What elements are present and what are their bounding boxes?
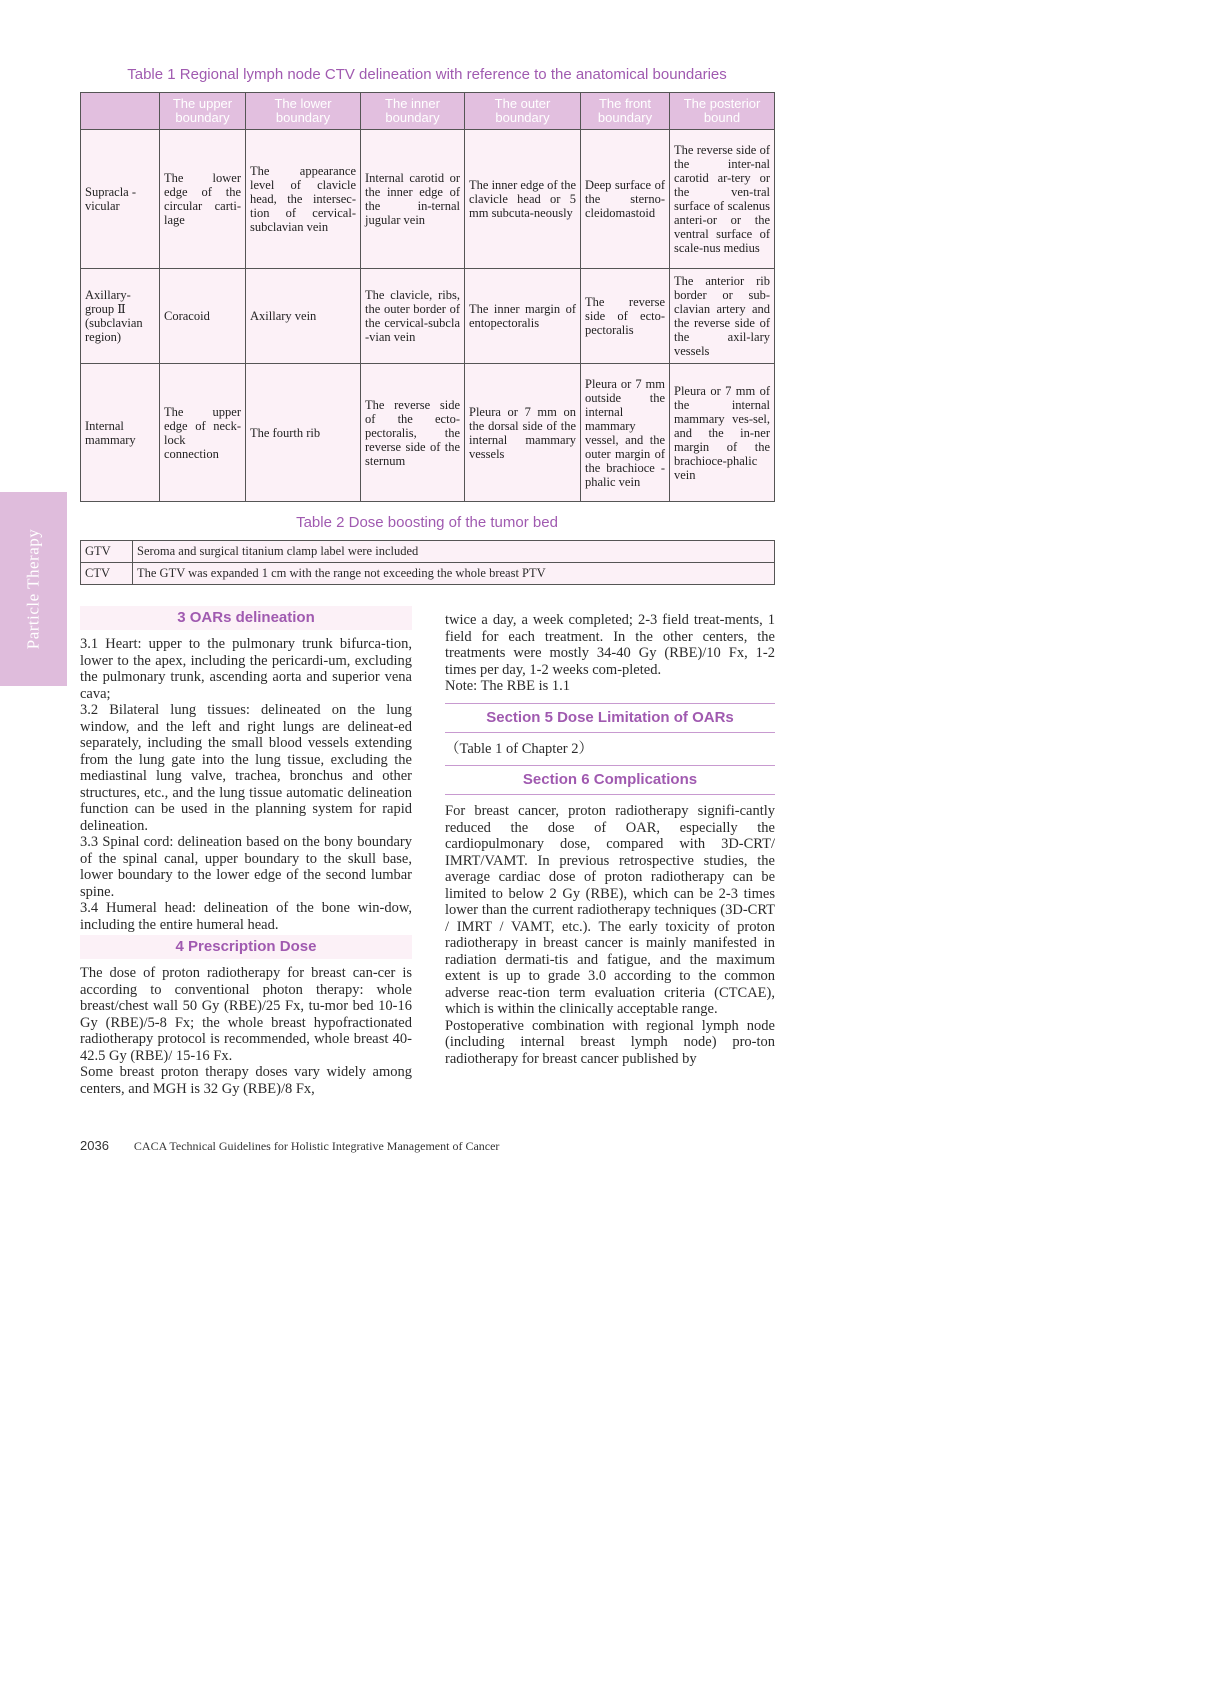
table-cell: Seroma and surgical titanium clamp label were included (133, 541, 775, 563)
paragraph: 3.4 Humeral head: delineation of the bone win-dow, including the entire humeral head. (80, 900, 412, 933)
paragraph: For breast cancer, proton radiotherapy signifi-cantly reduced the dose of OAR, especially the cardiopulmonary dose, compared with 3D-CRT/ IMRT/VAMT. In previous retrospective studies, the average cardiac dose of proton radiotherapy can be limited to below 2 Gy (RBE), which can be 2-3 times lower than the current radiotherapy techniques (3D-CRT / IMRT / VAMT, etc.). The early toxicity of proton radiotherapy in breast cancer is mainly manifested in radiation dermati-tis and fatigue, and the maximum extent is up to grade 3.0 according to the common adverse reac-tion term evaluation criteria (CTCAE), which is within the clinically acceptable range. (445, 803, 775, 1017)
table-cell: The anterior rib border or sub-clavian artery and the reverse side of the axil-lary vessels (670, 269, 775, 364)
table-cell: Pleura or 7 mm outside the internal mammary vessel, and the outer margin of the brachioce - phalic vein (581, 364, 670, 502)
table1-header-cell: The upper boundary (160, 93, 246, 130)
left-column (80, 604, 412, 1097)
table1-header-cell: The outer boundary (465, 93, 581, 130)
table-cell: Deep surface of the sterno-cleidomastoid (581, 130, 670, 269)
paragraph: Some breast proton therapy doses vary widely among centers, and MGH is 32 Gy (RBE)/8 Fx, (80, 1064, 412, 1097)
section-heading-oars: 3 OARs delineation (80, 606, 412, 630)
table-cell: The fourth rib (246, 364, 361, 502)
paragraph: 3.3 Spinal cord: delineation based on the bony boundary of the spinal canal, upper boundary to the skull base, lower boundary to the lower edge of the second lumbar spine. (80, 834, 412, 900)
side-tab-label: Particle Therapy (23, 528, 43, 650)
table-cell: Axillary vein (246, 269, 361, 364)
table1-header-cell: The posterior bound (670, 93, 775, 130)
table-cell: Internal carotid or the inner edge of the in-ternal jugular vein (361, 130, 465, 269)
table-row (81, 130, 775, 269)
table-cell: Supracla - vicular (81, 130, 160, 269)
table-cell: The GTV was expanded 1 cm with the range not exceeding the whole breast PTV (133, 563, 775, 585)
paragraph: 3.1 Heart: upper to the pulmonary trunk bifurca-tion, lower to the apex, including the pericardi-um, excluding the pulmonary trunk, ascending aorta and superior vena cava; (80, 636, 412, 702)
page-number: 2036 (80, 1138, 109, 1153)
table-row (81, 563, 775, 585)
table-row (81, 364, 775, 502)
table-cell: The reverse side of the inter-nal carotid ar-tery or the ven-tral surface of scalenus anteri-or or the ventral surface of scale-nus medius (670, 130, 775, 269)
table-cell: The appearance level of clavicle head, the intersec-tion of cervical-subclavian vein (246, 130, 361, 269)
table-cell: The lower edge of the circular carti-lage (160, 130, 246, 269)
table-cell: The inner margin of entopectoralis (465, 269, 581, 364)
table-row (81, 541, 775, 563)
table1-caption: Table 1 Regional lymph node CTV delineation with reference to the anatomical boundaries (127, 66, 727, 83)
table2 (80, 540, 775, 585)
paragraph: The dose of proton radiotherapy for breast can-cer is according to conventional photon therapy: whole breast/chest wall 50 Gy (RBE)/25 Fx, tu-mor bed 10-16 Gy (RBE)/5-8 Fx; the whole breast hypofractionated radiotherapy protocol is recommended, whole breast 40-42.5 Gy (RBE)/ 15-16 Fx. (80, 965, 412, 1064)
table-cell: Coracoid (160, 269, 246, 364)
note: Note: The RBE is 1.1 (445, 678, 570, 694)
section-heading-prescription: 4 Prescription Dose (80, 935, 412, 959)
table-cell: GTV (81, 541, 133, 563)
table-cell: Internal mammary (81, 364, 160, 502)
paragraph: Postoperative combination with regional lymph node (including internal breast lymph node) pro-ton radiotherapy for breast cancer published by (445, 1017, 775, 1067)
running-title: CACA Technical Guidelines for Holistic Integrative Management of Cancer (133, 1139, 500, 1153)
table-row (81, 269, 775, 364)
table-cell: The upper edge of neck-lock connection (160, 364, 246, 502)
table1-header-cell (81, 93, 160, 130)
table-cell: The clavicle, ribs, the outer border of the cervical-subcla -vian vein (361, 269, 465, 364)
table2-caption: Table 2 Dose boosting of the tumor bed (296, 514, 558, 531)
table-cell: The inner edge of the clavicle head or 5 mm subcuta-neously (465, 130, 581, 269)
table1-header-cell: The inner boundary (361, 93, 465, 130)
table-cell: Pleura or 7 mm on the dorsal side of the internal mammary vessels (465, 364, 581, 502)
side-tab (0, 492, 67, 686)
paragraph: （Table 1 of Chapter 2） (445, 740, 593, 757)
paragraph: 3.2 Bilateral lung tissues: delineated on the lung window, and the left and right lungs are delineat-ed separately, including the small blood vessels extending from the lung gate into the lung tissue, excluding the mediastinal lung valve, trachea, bronchus and other structures, etc., and the lung tissue automatic delineation function can be used in the planning system for rapid delineation. (80, 702, 412, 834)
right-column (445, 612, 775, 1067)
table-cell: The reverse side of the ecto-pectoralis, the reverse side of the sternum (361, 364, 465, 502)
table-cell: Pleura or 7 mm of the internal mammary ves-sel, and the in-ner margin of the brachioce-phalic vein (670, 364, 775, 502)
table1 (80, 92, 775, 502)
paragraph: twice a day, a week completed; 2-3 field treat-ments, 1 field for each treatment. In the other centers, the treatments were mostly 34-40 Gy (RBE)/10 Fx, 1-2 times per day, 1-2 weeks com-pleted. (445, 612, 775, 678)
page-footer (80, 1138, 499, 1154)
table-cell: Axillary-group Ⅱ (subclavian region) (81, 269, 160, 364)
table-cell: The reverse side of ecto-pectoralis (581, 269, 670, 364)
section-heading-complications: Section 6 Complications (445, 765, 775, 795)
table1-header-cell: The front boundary (581, 93, 670, 130)
section-heading-dose-limitation: Section 5 Dose Limitation of OARs (445, 703, 775, 733)
table1-header-cell: The lower boundary (246, 93, 361, 130)
table1-header-row (81, 93, 775, 130)
table-cell: CTV (81, 563, 133, 585)
